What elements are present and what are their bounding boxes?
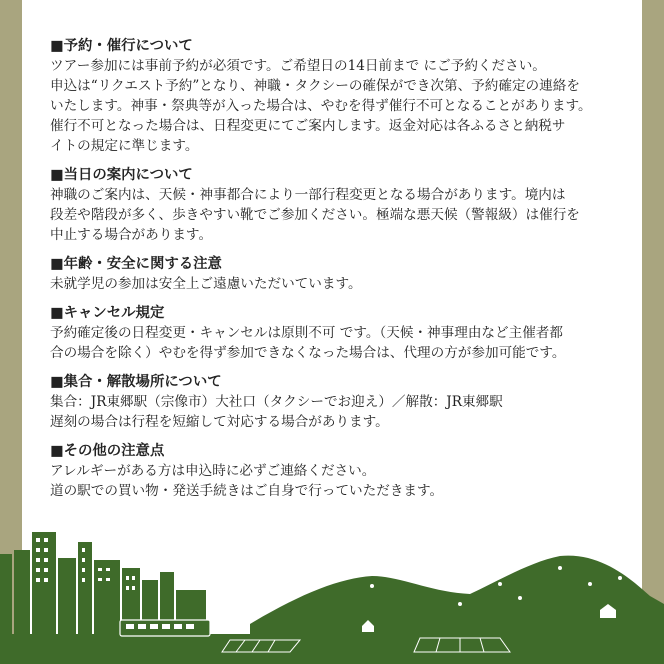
section-heading: ■当日の案内について	[50, 166, 193, 183]
section-meeting-place	[50, 372, 630, 432]
section-cancellation	[50, 303, 630, 363]
section-line: いたします。神事・祭典等が入った場合は、やむを得ず催行不可となることがあります。	[50, 98, 592, 114]
building	[94, 560, 120, 644]
section-line: 未就学児の参加は安全上ご遠慮いただいています。	[50, 276, 362, 292]
building	[58, 558, 76, 644]
section-reservation	[50, 36, 630, 156]
section-line: ツアー参加には事前予約が必須です。ご希望日の14日前まで にご予約ください。	[50, 58, 546, 74]
hill-dot	[518, 596, 522, 600]
section-other-notes	[50, 441, 630, 501]
section-line: アレルギーがある方は申込時に必ずご連絡ください。	[50, 463, 376, 479]
hill-dot	[588, 582, 592, 586]
section-heading: ■集合・解散場所について	[50, 373, 222, 390]
section-line: 遅刻の場合は行程を短縮して対応する場合があります。	[50, 414, 389, 430]
section-line: 道の駅での買い物・発送手続きはご自身で行っていただきます。	[50, 483, 444, 499]
section-line: 合の場合を除く）やむを得ず参加できなくなった場合は、代理の方が参加可能です。	[50, 345, 566, 361]
townscape-illustration	[0, 528, 664, 664]
hill-dot	[618, 576, 622, 580]
hill-dot	[558, 566, 562, 570]
section-line: 催行不可となった場合は、日程変更にてご案内します。返金対応は各ふるさと納税サ	[50, 118, 566, 134]
section-line: 申込は“リクエスト予約”となり、神職・タクシーの確保ができ次第、予約確定の連絡を	[50, 78, 580, 94]
hill-dot	[458, 602, 462, 606]
section-line: 集合：JR東郷駅（宗像市）大社口（タクシーでお迎え）／解散：JR東郷駅	[50, 394, 503, 410]
section-heading: ■年齢・安全に関する注意	[50, 255, 222, 272]
hill-dot	[370, 584, 374, 588]
section-line: イトの規定に準じます。	[50, 138, 199, 154]
section-line: 神職のご案内は、天候・神事都合により一部行程変更となる場合があります。境内は	[50, 187, 566, 203]
building	[78, 542, 92, 644]
section-heading: ■キャンセル規定	[50, 304, 165, 321]
hill-shape	[250, 556, 664, 638]
section-heading: ■予約・催行について	[50, 37, 193, 54]
notice-content	[50, 36, 630, 510]
section-heading: ■その他の注意点	[50, 442, 165, 459]
section-age-safety	[50, 254, 630, 294]
building	[14, 550, 30, 644]
ground	[0, 634, 664, 664]
section-line: 予約確定後の日程変更・キャンセルは原則不可 です。（天候・神事理由など主催者都	[50, 325, 563, 341]
hill-dot	[498, 582, 502, 586]
section-line: 段差や階段が多く、歩きやすい靴でご参加ください。極端な悪天候（警報級）は催行を	[50, 207, 580, 223]
section-day-guide	[50, 165, 630, 245]
building	[0, 554, 12, 644]
section-line: 中止する場合があります。	[50, 227, 213, 243]
